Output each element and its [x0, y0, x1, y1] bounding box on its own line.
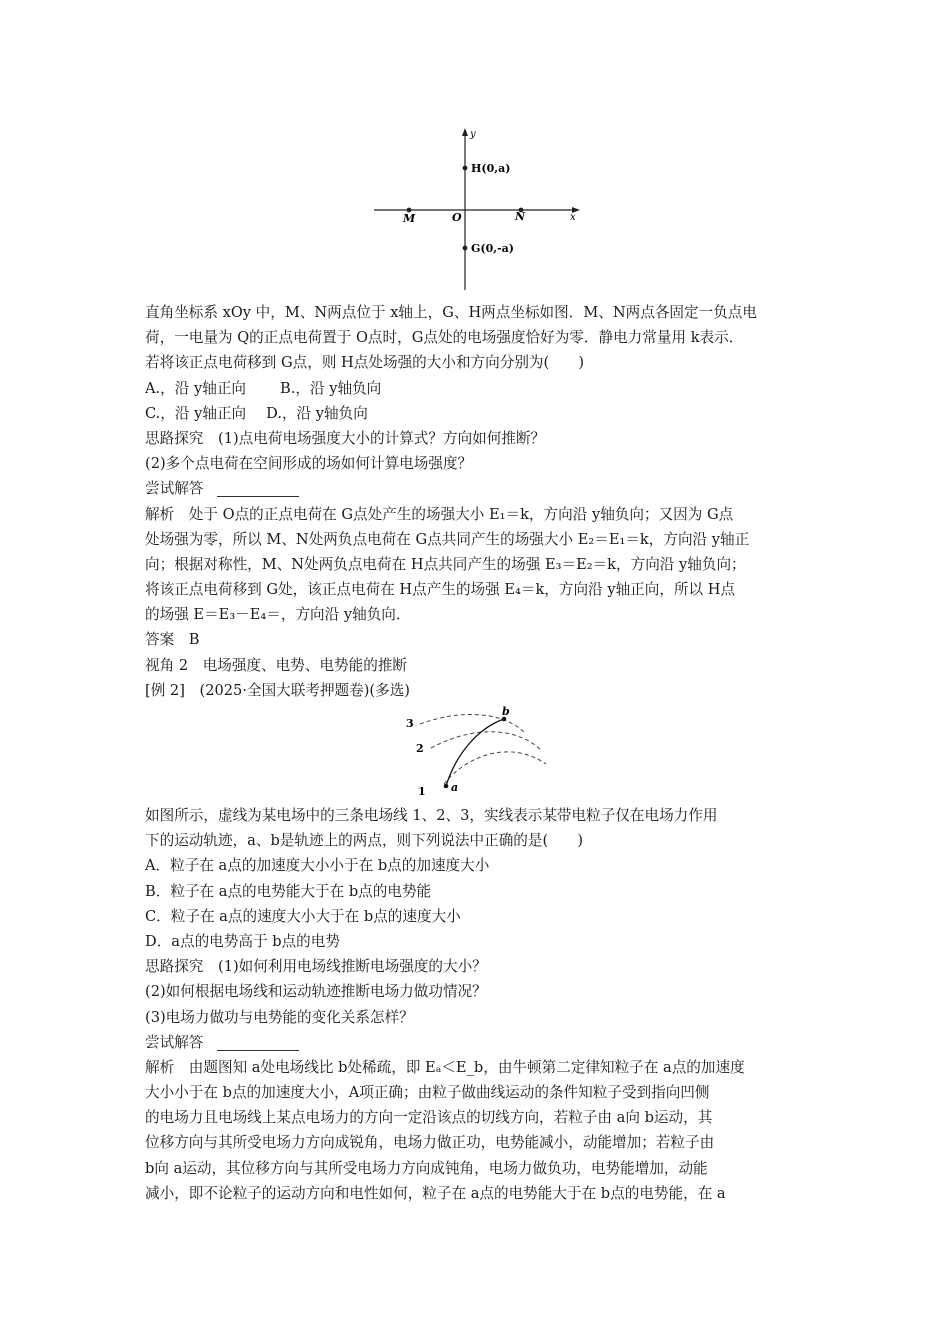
- example-label: [例 2] (2025·全国大联考押题卷)(多选): [145, 681, 410, 699]
- label-3: 3: [406, 717, 414, 730]
- field-lines-figure: [398, 706, 548, 798]
- option-c: C.，沿 y轴正向: [145, 404, 247, 422]
- problem2-analysis-line: 减小，即不论粒子的运动方向和电性如何，粒子在 a点的电势能大于在 b点的电势能，在 a: [145, 1184, 726, 1202]
- problem1-stem-line: 若将该正点电荷移到 G点，则 H点处场强的大小和方向分别为( ): [145, 354, 585, 372]
- coordinate-figure: [370, 124, 585, 294]
- problem2-option: D．a点的电势高于 b点的电势: [145, 932, 340, 950]
- point-g: [463, 246, 468, 251]
- problem1-stem-line: 直角坐标系 xOy 中，M、N两点位于 x轴上，G、H两点坐标如图．M、N两点各固定一负点电: [145, 304, 757, 321]
- problem2-analysis-line: 位移方向与其所受电场力方向成锐角，电场力做正功，电势能减小，动能增加；若粒子由: [145, 1134, 715, 1152]
- problem1-block: [145, 300, 810, 703]
- problem2-stem-line: 下的运动轨迹，a、b是轨迹上的两点，则下列说法中正确的是( ): [145, 832, 584, 850]
- think-question: (1)点电荷电场强度大小的计算式？方向如何推断？: [218, 429, 546, 447]
- problem1-answer: 答案 B: [145, 631, 200, 649]
- label-x: x: [570, 212, 576, 223]
- problem2-think-2: (2)如何根据电场线和运动轨迹推断电场力做功情况？: [145, 983, 487, 1001]
- label-b: b: [502, 706, 510, 718]
- think-label: 思路探究: [145, 958, 204, 976]
- problem2-block: [145, 803, 810, 1206]
- problem2-try: [145, 1030, 810, 1055]
- point-h: [463, 166, 468, 171]
- label-y: y: [470, 129, 476, 140]
- try-label: 尝试解答: [145, 480, 204, 498]
- label-o: O: [452, 211, 462, 224]
- section-title: 视角 2 电场强度、电势、电势能的推断: [145, 656, 408, 674]
- problem1-stem-line: 荷，一电量为 Q的正点电荷置于 O点时，G点处的电场强度恰好为零．静电力常量用 k表示．: [145, 329, 744, 347]
- option-a: A.，沿 y轴正向: [145, 379, 247, 397]
- problem2-think-1: [145, 954, 810, 979]
- label-2: 2: [416, 742, 424, 755]
- problem2-option: A．粒子在 a点的加速度大小小于在 b点的加速度大小: [145, 857, 490, 875]
- answer-blank: [217, 1035, 299, 1051]
- problem2-stem-line: 如图所示，虚线为某电场中的三条电场线 1、2、3，实线表示某带电粒子仅在电场力作用: [145, 807, 718, 824]
- problem2-option: B．粒子在 a点的电势能大于在 b点的电势能: [145, 882, 432, 900]
- problem1-analysis-line: 将该正点电荷移到 G处，该正点电荷在 H点产生的场强 E₄＝k，方向沿 y轴正向，所以 H点: [145, 581, 736, 599]
- field-line-2: [431, 732, 541, 750]
- problem1-analysis-line: 解析 处于 O点的正点电荷在 G点处产生的场强大小 E₁＝k，方向沿 y轴负向；又因为 G点: [145, 505, 734, 523]
- label-n: N: [515, 210, 526, 223]
- think-label: 思路探究: [145, 429, 204, 447]
- problem2-option: C．粒子在 a点的速度大小大于在 b点的速度大小: [145, 907, 461, 925]
- try-label: 尝试解答: [145, 1033, 204, 1051]
- problem1-think-2: (2)多个点电荷在空间形成的场如何计算电场强度？: [145, 455, 473, 473]
- problem1-options-cd: [145, 401, 810, 426]
- label-g: G(0,-a): [471, 242, 514, 255]
- problem1-analysis-line: 处场强为零，所以 M、N处两负点电荷在 G点共同产生的场强大小 E₂＝E₁＝k，方向沿 y轴正: [145, 530, 750, 548]
- problem1-think-1: [145, 426, 810, 451]
- label-h: H(0,a): [471, 162, 511, 175]
- point-a: [444, 784, 449, 789]
- problem2-analysis-line: 解析 由题图知 a处电场线比 b处稀疏，即 Eₐ＜E_b，由牛顿第二定律知粒子在 a点的加速度: [145, 1058, 745, 1076]
- problem2-analysis-line: b向 a运动，其位移方向与其所受电场力方向成钝角，电场力做负功，电势能增加，动能: [145, 1159, 708, 1177]
- option-d: D.，沿 y轴负向: [266, 404, 368, 422]
- field-line-3: [420, 715, 526, 734]
- problem1-analysis-line: 的场强 E＝E₃－E₄＝，方向沿 y轴负向．: [145, 606, 411, 624]
- problem2-analysis-line: 的电场力且电场线上某点电场力的方向一定沿该点的切线方向，若粒子由 a向 b运动，其: [145, 1109, 713, 1127]
- label-a: a: [451, 781, 459, 794]
- label-1: 1: [418, 785, 426, 798]
- problem1-try: [145, 476, 810, 501]
- think-question: (1)如何利用电场线推断电场强度的大小？: [218, 958, 487, 976]
- label-m: M: [403, 212, 416, 225]
- problem1-analysis-line: 向；根据对称性，M、N处两负点电荷在 H点共同产生的场强 E₃＝E₂＝k，方向沿 y轴负向；: [145, 555, 746, 573]
- problem2-think-3: (3)电场力做功与电势能的变化关系怎样？: [145, 1008, 414, 1026]
- option-b: B.，沿 y轴负向: [280, 379, 382, 397]
- y-axis-arrow: [462, 128, 468, 136]
- answer-blank: [217, 481, 299, 497]
- problem2-analysis-line: 大小小于在 b点的加速度大小，A项正确；由粒子做曲线运动的条件知粒子受到指向凹侧: [145, 1084, 710, 1102]
- problem1-options-ab: [145, 376, 810, 401]
- trajectory: [446, 719, 504, 786]
